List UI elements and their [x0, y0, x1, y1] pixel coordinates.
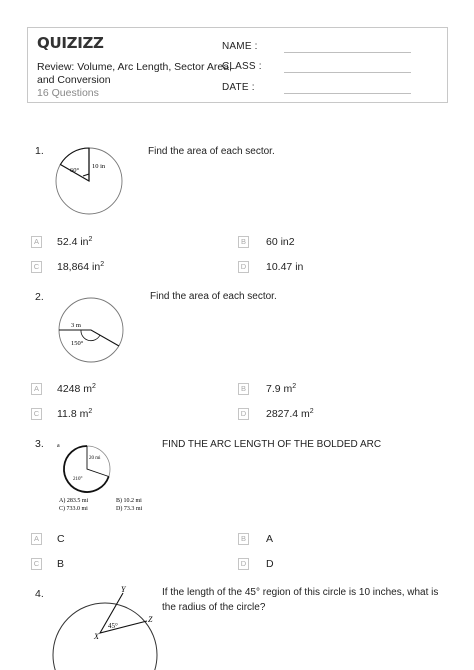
sector-figure-1	[55, 146, 127, 218]
option-letter[interactable]: C	[31, 408, 42, 420]
question-text: If the length of the 45° region of this circle is 10 inches, what is the radius of the circle?	[162, 587, 439, 613]
question-number: 2.	[35, 291, 44, 303]
option-d[interactable]: 2827.4 $m^2$	[266, 408, 314, 420]
option-letter[interactable]: A	[31, 383, 42, 395]
class-line	[284, 72, 411, 73]
option-letter[interactable]: B	[238, 236, 249, 248]
radius-label: 10 in	[92, 163, 106, 170]
svg-text:a: a	[57, 443, 60, 449]
option-letter[interactable]: C	[31, 261, 42, 273]
circle-figure-4	[50, 583, 170, 670]
option-c[interactable]: 18,864 $in^2$	[57, 261, 105, 273]
figure-choice: D) 73.3 mi	[116, 506, 143, 512]
point-label: Y	[121, 585, 126, 594]
option-c[interactable]: B	[57, 558, 65, 570]
arc-figure-3	[56, 440, 156, 516]
question-number: 3.	[35, 438, 44, 450]
angle-label: 210°	[73, 477, 83, 482]
angle-label: 60°	[70, 167, 80, 174]
option-letter[interactable]: B	[238, 383, 249, 395]
question-text: Find the area of each sector.	[148, 146, 275, 157]
class-label: CLASS :	[222, 61, 262, 72]
figure-choice: A) 283.5 mi	[59, 498, 89, 504]
option-d[interactable]: 10.47 in	[266, 261, 304, 273]
question-number: 1.	[35, 145, 44, 157]
figure-choice: C) 733.0 mi	[59, 506, 88, 512]
option-a[interactable]: C	[57, 533, 65, 545]
date-label: DATE :	[222, 82, 255, 93]
option-a[interactable]: 4248 $m^2$	[57, 383, 96, 395]
figure-choice: B) 10.2 mi	[116, 498, 142, 504]
quizizz-logo: QUIZIZZ	[37, 34, 104, 52]
question-count: 16 Questions	[37, 87, 99, 99]
option-letter[interactable]: C	[31, 558, 42, 570]
point-label: Z	[148, 615, 153, 624]
worksheet-title: Review: Volume, Arc Length, Sector Area, and Conversion	[37, 61, 232, 86]
question-text: Find the area of each sector.	[150, 291, 277, 302]
option-d[interactable]: D	[266, 558, 274, 570]
option-letter[interactable]: B	[238, 533, 249, 545]
sector-figure-2	[58, 295, 128, 367]
option-b[interactable]: 7.9 $m^2$	[266, 383, 297, 395]
option-letter[interactable]: A	[31, 533, 42, 545]
option-letter[interactable]: D	[238, 261, 249, 273]
angle-label: 45°	[108, 622, 118, 630]
radius-label: 3 m	[71, 322, 81, 329]
point-label: X	[94, 632, 99, 641]
option-letter[interactable]: D	[238, 558, 249, 570]
option-a[interactable]: 52.4 $in^2$	[57, 236, 93, 248]
option-b[interactable]: A	[266, 533, 274, 545]
option-letter[interactable]: D	[238, 408, 249, 420]
option-letter[interactable]: A	[31, 236, 42, 248]
question-number: 4.	[35, 588, 44, 600]
option-c[interactable]: 11.8 $m^2$	[57, 408, 93, 420]
date-line	[284, 93, 411, 94]
question-text: FIND THE ARC LENGTH OF THE BOLDED ARC	[162, 439, 382, 450]
name-line	[284, 52, 411, 53]
radius-label: 20 mi	[89, 456, 101, 461]
angle-label: 150°	[71, 340, 84, 347]
option-b[interactable]: 60 in2	[266, 236, 295, 248]
name-label: NAME :	[222, 41, 258, 52]
